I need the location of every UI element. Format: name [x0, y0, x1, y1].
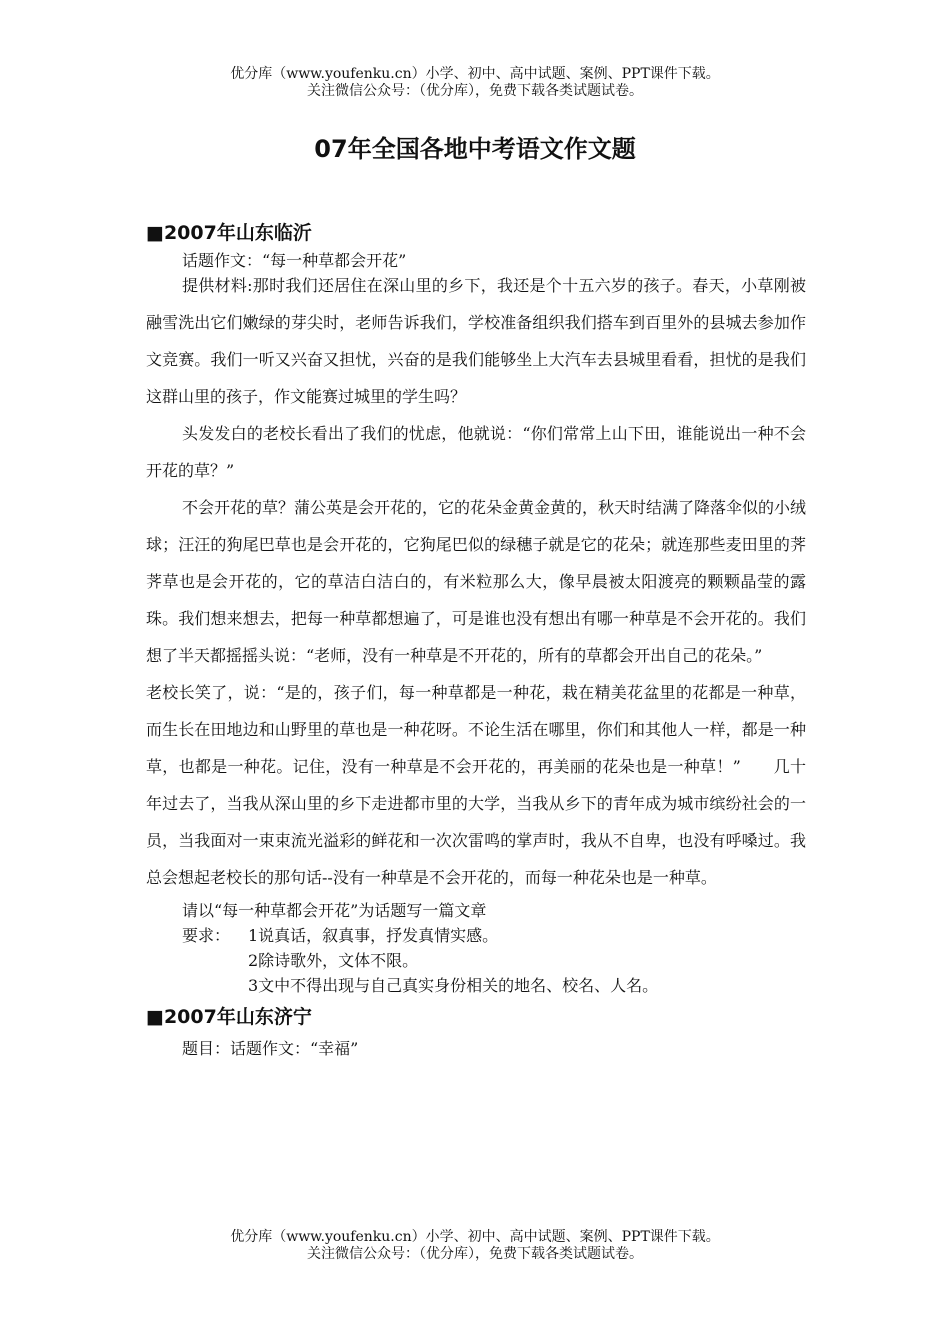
- footer-line-1: 优分库（www.youfenku.cn）小学、初中、高中试题、案例、PPT课件下载。: [230, 1229, 720, 1245]
- section-heading: ■2007年山东济宁: [146, 1006, 312, 1028]
- section-jining: [146, 1002, 806, 1061]
- requirement-item: 3文中不得出现与自己真实身份相关的地名、校名、人名。: [248, 976, 659, 995]
- header-line-1: 优分库（www.youfenku.cn）小学、初中、高中试题、案例、PPT课件下载。: [230, 66, 720, 82]
- prompt-line: 请以“每一种草都会开花”为话题写一篇文章: [182, 901, 487, 920]
- material-paragraph: 老校长笑了，说：“是的，孩子们，每一种草都是一种花，栽在精美花盆里的花都是一种草，而生长在田地边和山野里的草也是一种花呀。不论生活在哪里，你们和其他人一样，都是一种草，也都是一种花。记住，没有一种草是不会开花的，再美丽的花朵也是一种草！” 几十年过去了，当我从深山里的乡下走进都市里的大学，当我从乡下的青年成为城市缤纷社会的一员，当我面对一束束流光溢彩的鲜花和一次次雷鸣的掌声时，我从不自卑，也没有呼嗓过。我总会想起老校长的那句话--没有一种草是不会开花的，而每一种花朵也是一种草。: [146, 683, 806, 887]
- footer-line-2: 关注微信公众号：（优分库），免费下载各类试题试卷。: [307, 1246, 643, 1262]
- material-paragraph: 提供材料:那时我们还居住在深山里的乡下，我还是个十五六岁的孩子。春天，小草刚被融雪洗出它们嫩绿的芽尖时，老师告诉我们，学校准备组织我们搭车到百里外的县城去参加作文竞赛。我们一听又兴奋又担忧，兴奋的是我们能够坐上大汽车去县城里看看，担忧的是我们这群山里的孩子，作文能赛过城里的学生吗？: [146, 276, 806, 406]
- requirement-item: 1说真话，叙真事，抒发真情实感。: [248, 926, 499, 945]
- document-title: 07年全国各地中考语文作文题: [314, 135, 636, 163]
- material-paragraph: 不会开花的草？蒲公英是会开花的，它的花朵金黄金黄的，秋天时结满了降落伞似的小绒球；汪汪的狗尾巴草也是会开花的，它狗尾巴似的绿穗子就是它的花朵；就连那些麦田里的荠荠草也是会开花的，它的草洁白洁白的，有米粒那么大，像早晨被太阳渡亮的颗颗晶莹的露珠。我们想来想去，把每一种草都想遍了，可是谁也没有想出有哪一种草是不会开花的。我们想了半天都摇摇头说：“老师，没有一种草是不开花的，所有的草都会开出自己的花朵。”: [146, 498, 807, 665]
- material-paragraph: 头发发白的老校长看出了我们的忧虑，他就说：“你们常常上山下田，谁能说出一种不会开花的草？”: [146, 424, 806, 480]
- requirements-label: 要求：: [182, 926, 231, 945]
- section-linyi: [146, 218, 806, 998]
- topic-line: 话题作文：“每一种草都会开花”: [182, 251, 407, 270]
- topic-line: 题目：话题作文：“幸福”: [182, 1039, 359, 1058]
- document-body: [146, 218, 806, 1061]
- requirement-item: 2除诗歌外，文体不限。: [248, 951, 419, 970]
- section-heading: ■2007年山东临沂: [146, 222, 312, 244]
- page-header: [0, 66, 950, 100]
- page-footer: [0, 1229, 950, 1263]
- requirements: [146, 923, 806, 948]
- header-line-2: 关注微信公众号：（优分库），免费下载各类试题试卷。: [307, 83, 643, 99]
